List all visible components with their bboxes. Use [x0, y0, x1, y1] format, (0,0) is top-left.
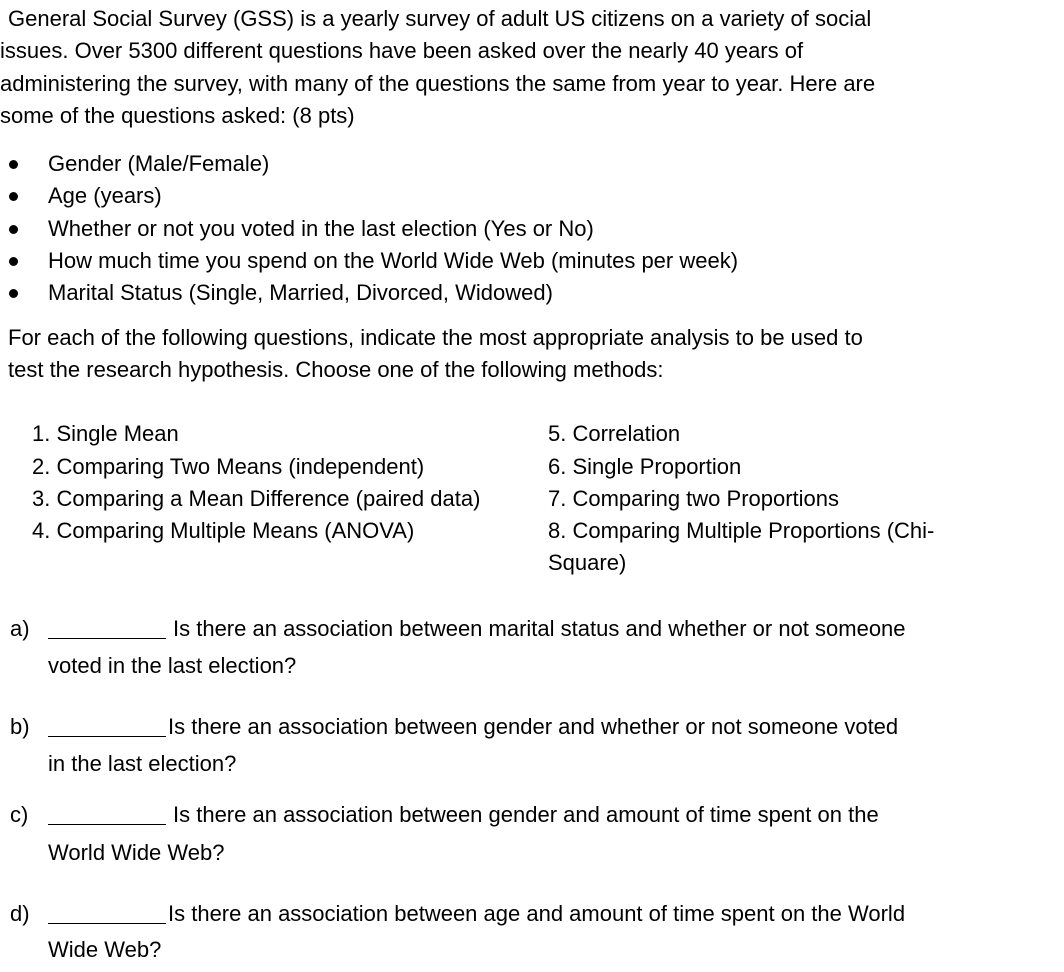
method-item: 1. Single Mean [32, 421, 179, 446]
method-item: 3. Comparing a Mean Difference (paired data) [32, 486, 481, 511]
question-text: Is there an association between gender and whether or not someone voted [168, 714, 899, 739]
answer-blank[interactable] [48, 620, 166, 639]
question-label: c) [10, 802, 29, 827]
question-text: Is there an association between age and amount of time spent on the World [168, 901, 906, 926]
question-text: Is there an association between marital status and whether or not someone [173, 616, 906, 641]
bullet-icon [9, 225, 18, 234]
bullet-icon [9, 160, 18, 169]
method-item: 8. Comparing Multiple Proportions (Chi- [548, 518, 935, 543]
method-item-continuation: Square) [548, 550, 627, 575]
bullet-icon [9, 289, 18, 298]
method-item: 7. Comparing two Proportions [548, 486, 840, 511]
list-item: Marital Status (Single, Married, Divorced, Widowed) [48, 280, 553, 305]
intro-line: General Social Survey (GSS) is a yearly survey of adult US citizens on a variety of social [8, 6, 872, 31]
method-item: 4. Comparing Multiple Means (ANOVA) [32, 518, 415, 543]
method-item: 6. Single Proportion [548, 454, 742, 479]
answer-blank[interactable] [48, 718, 166, 737]
method-item: 2. Comparing Two Means (independent) [32, 454, 425, 479]
intro-line: administering the survey, with many of the questions the same from year to year. Here are [0, 71, 876, 96]
intro-line: issues. Over 5300 different questions have been asked over the nearly 40 years of [0, 38, 804, 63]
list-item: Gender (Male/Female) [48, 151, 270, 176]
question-label: b) [10, 714, 30, 739]
question-label: d) [10, 901, 30, 926]
list-item: Whether or not you voted in the last election (Yes or No) [48, 216, 594, 241]
instructions-line: For each of the following questions, indicate the most appropriate analysis to be used to [8, 325, 863, 350]
answer-blank[interactable] [48, 905, 166, 924]
list-item: Age (years) [48, 183, 162, 208]
bullet-icon [9, 192, 18, 201]
question-text-continuation: in the last election? [48, 751, 237, 776]
list-item: How much time you spend on the World Wide Web (minutes per week) [48, 248, 739, 273]
intro-line: some of the questions asked: (8 pts) [0, 103, 355, 128]
answer-blank[interactable] [48, 806, 166, 825]
instructions-line: test the research hypothesis. Choose one of the following methods: [8, 357, 664, 382]
question-text: Is there an association between gender and amount of time spent on the [173, 802, 879, 827]
bullet-icon [9, 257, 18, 266]
question-text-continuation: voted in the last election? [48, 653, 297, 678]
question-text-continuation: World Wide Web? [48, 840, 225, 865]
question-text-continuation: Wide Web? [48, 937, 162, 962]
question-label: a) [10, 616, 30, 641]
method-item: 5. Correlation [548, 421, 681, 446]
